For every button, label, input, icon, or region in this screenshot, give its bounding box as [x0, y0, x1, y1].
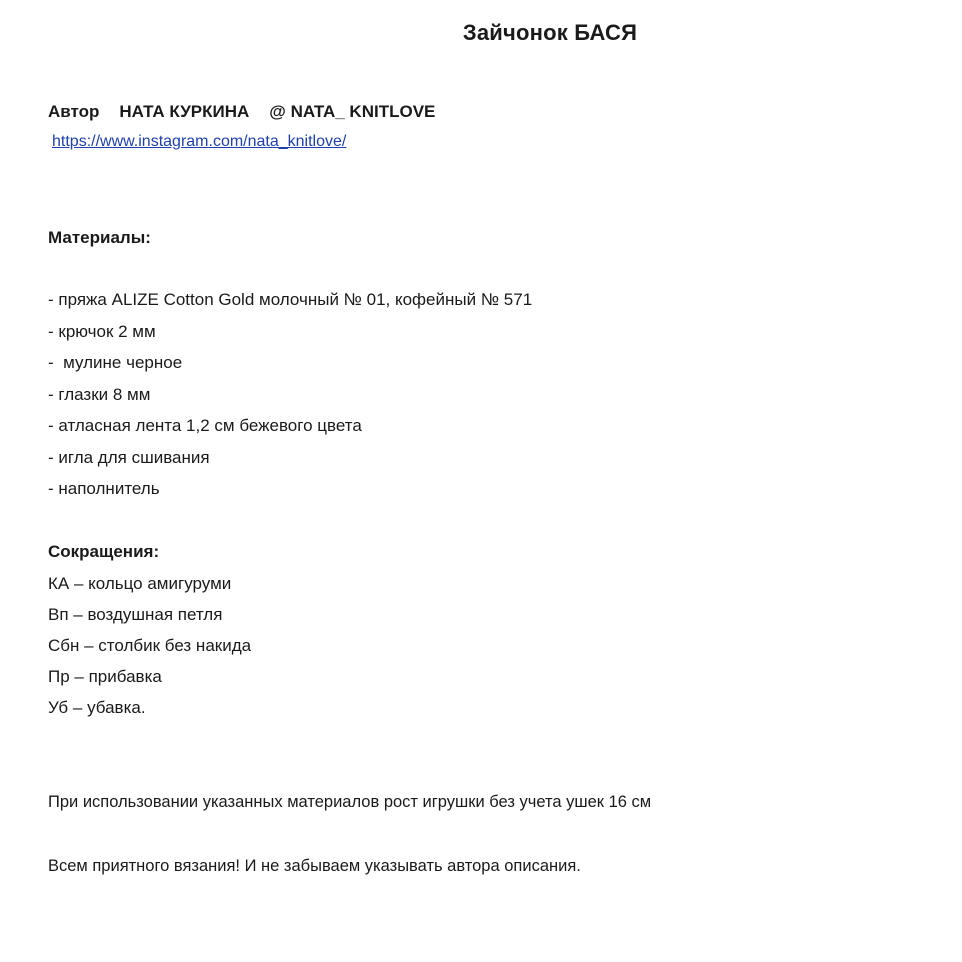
list-item: Уб – убавка.: [48, 698, 146, 717]
author-instagram-link[interactable]: https://www.instagram.com/nata_knitlove/: [52, 133, 347, 150]
list-item: - пряжа ALIZE Cotton Gold молочный № 01, кофейный № 571: [48, 290, 533, 309]
document-title: Зайчонок БАСЯ: [462, 20, 638, 45]
author-handle: @ NATA_ KNITLOVE: [269, 102, 436, 121]
list-item: - наполнитель: [48, 479, 160, 498]
list-item: - игла для сшивания: [48, 447, 210, 467]
list-item: КА – кольцо амигуруми: [48, 574, 232, 593]
closing-note: Всем приятного вязания! И не забываем указывать автора описания.: [48, 857, 581, 875]
list-item: Вп – воздушная петля: [48, 605, 223, 624]
materials-heading: Материалы:: [48, 228, 151, 247]
height-note: При использовании указанных материалов рост игрушки без учета ушек 16 см: [48, 793, 652, 811]
list-item: - крючок 2 мм: [48, 321, 156, 341]
list-item: Пр – прибавка: [48, 667, 162, 686]
abbreviations-heading: Сокращения:: [48, 542, 160, 561]
author-line: [48, 102, 435, 122]
list-item: - глазки 8 мм: [48, 384, 151, 404]
author-name: НАТА КУРКИНА: [119, 102, 250, 121]
author-label: Автор: [48, 102, 100, 121]
list-item: - атласная лента 1,2 см бежевого цвета: [48, 416, 362, 435]
abbreviations-list: [48, 568, 251, 723]
list-item: - мулине черное: [48, 353, 183, 372]
materials-list: [48, 284, 532, 505]
list-item: Сбн – столбик без накида: [48, 636, 252, 655]
